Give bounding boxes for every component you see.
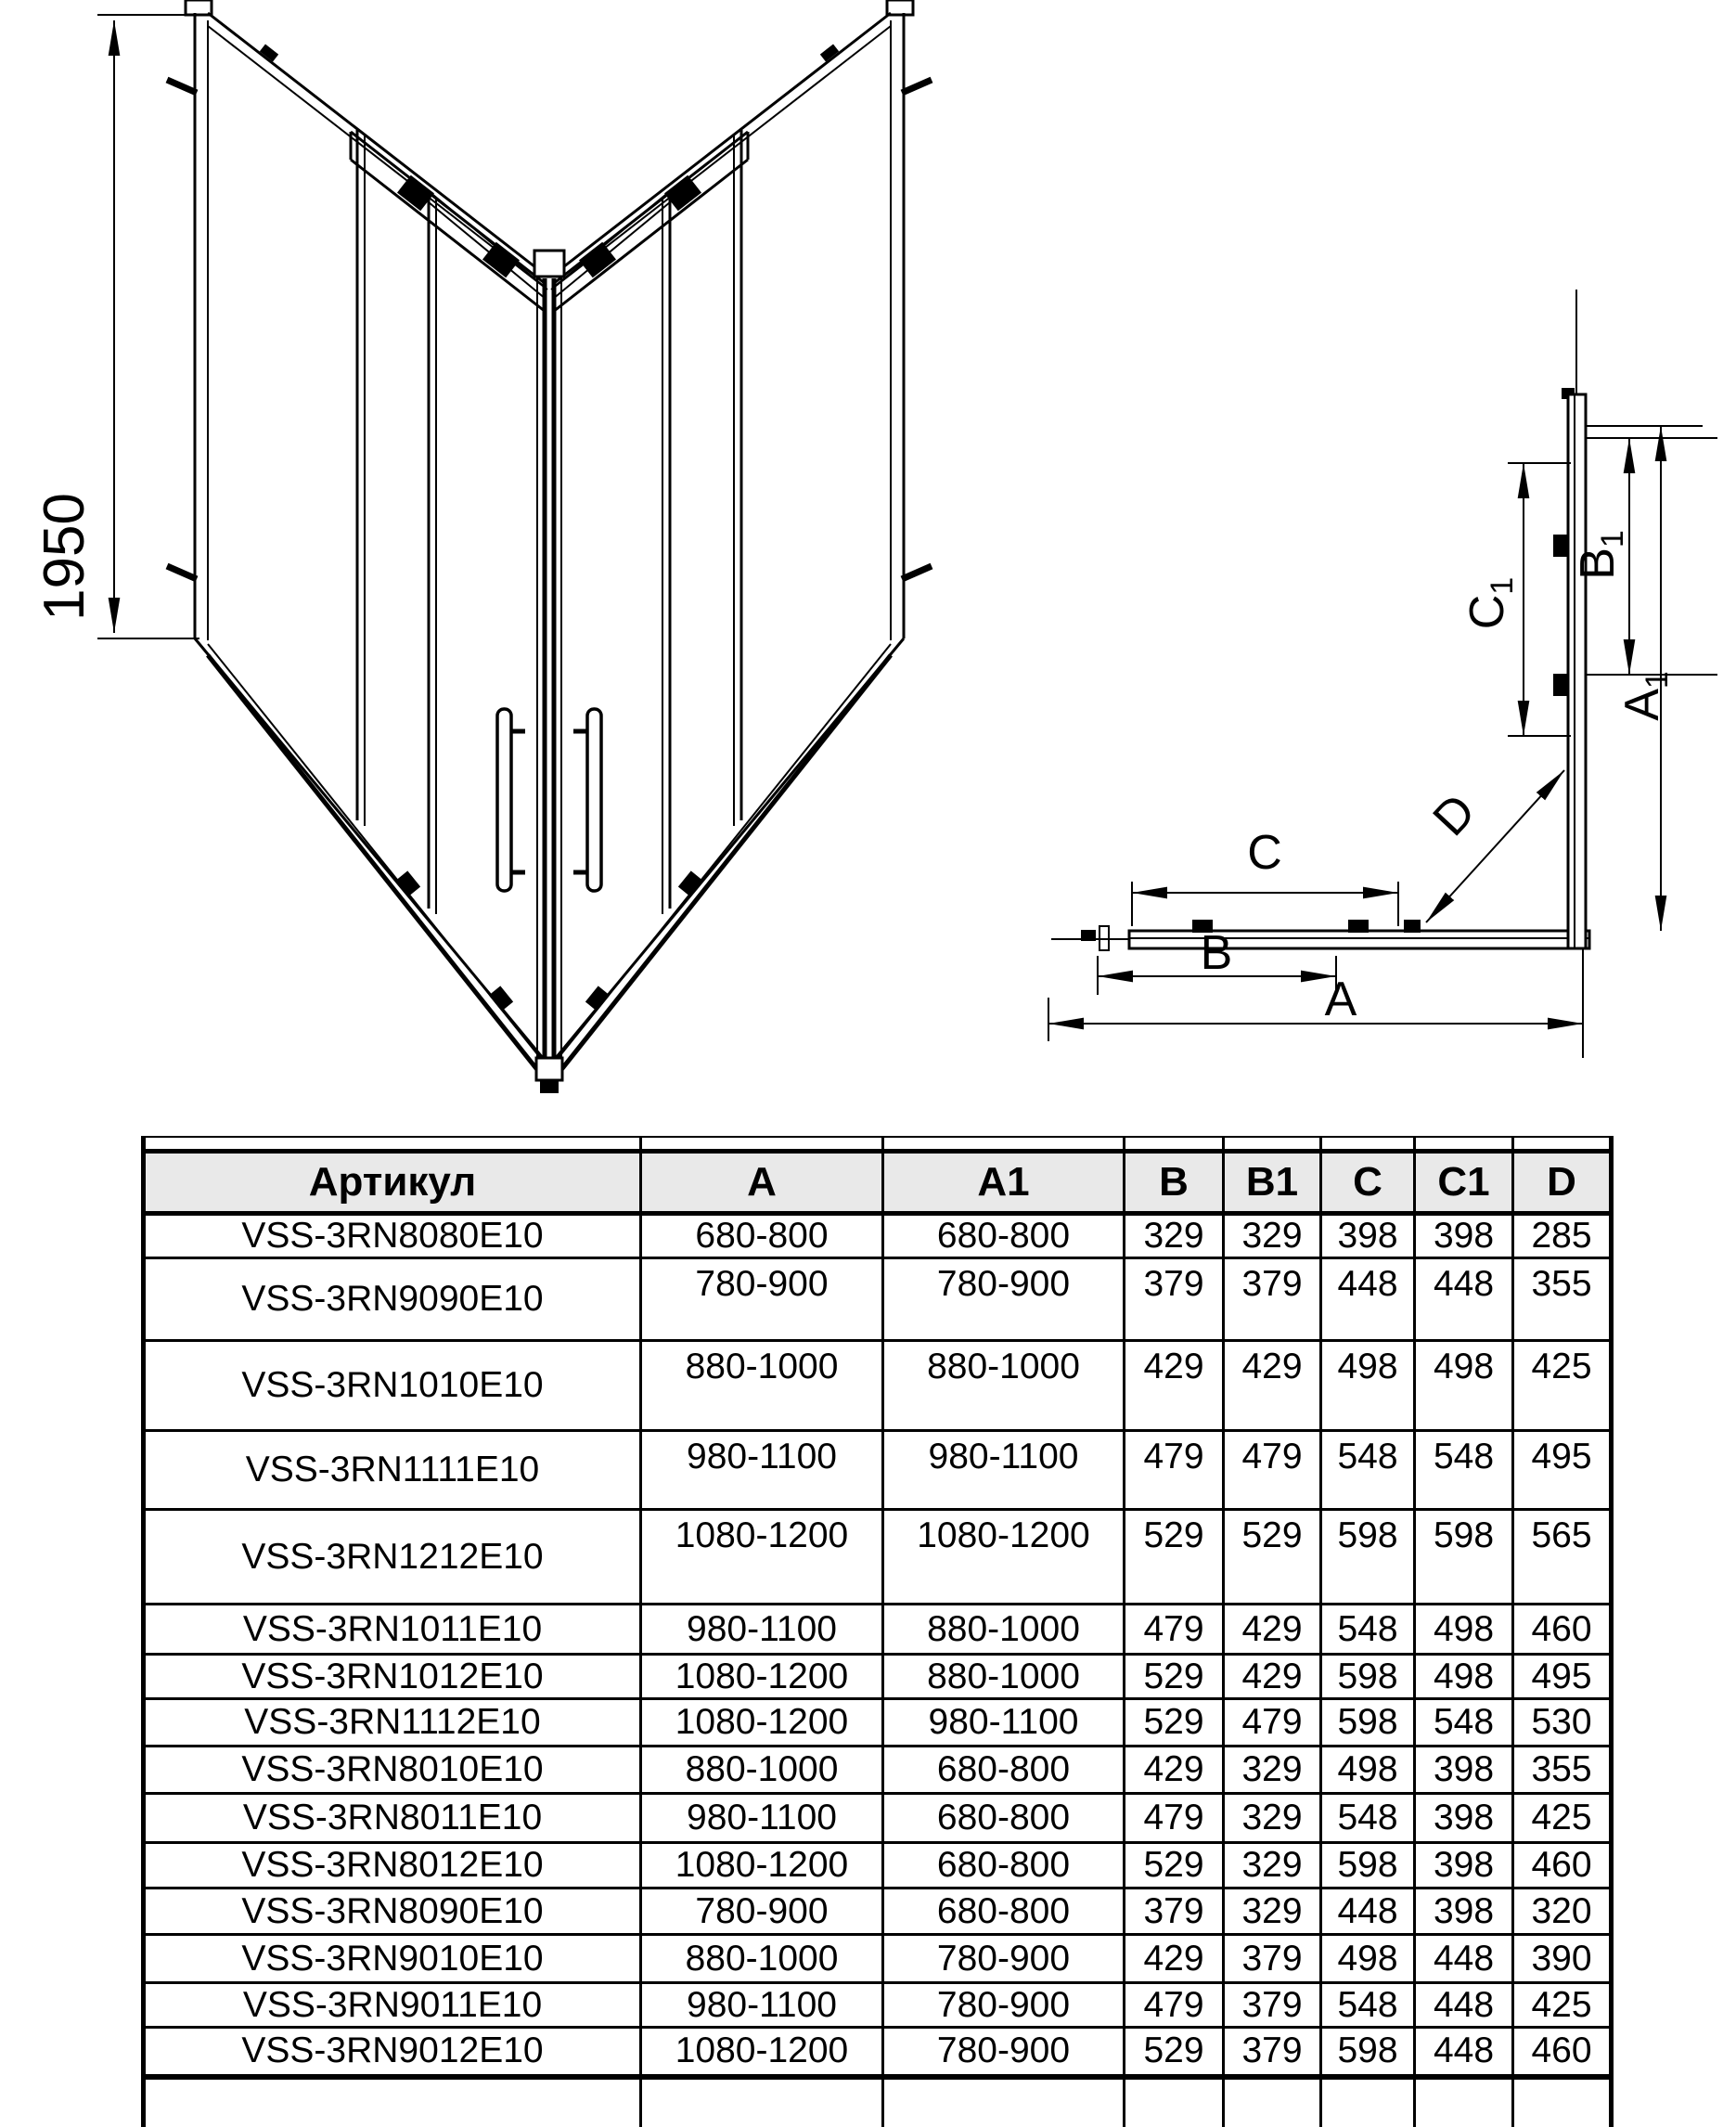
value-cell-b: 479 [1125, 1983, 1224, 2028]
value-cell-c: 398 [1321, 1214, 1415, 1258]
front-view-drawing [0, 0, 965, 1141]
value-cell-b1: 329 [1224, 1889, 1321, 1935]
top-strip-cell [1321, 1137, 1415, 1152]
value-cell-c1: 398 [1415, 1843, 1513, 1889]
table-row [144, 1605, 1612, 1655]
value-cell-c1: 498 [1415, 1655, 1513, 1699]
value-cell-d: 460 [1513, 1843, 1612, 1889]
article-cell: VSS-3RN1010E10 [144, 1341, 641, 1431]
value-cell-a1: 780-900 [883, 2028, 1125, 2077]
right-wall-profile [887, 0, 932, 640]
value-cell-b1: 379 [1224, 1983, 1321, 2028]
table-row [144, 2028, 1612, 2077]
value-cell-c1: 598 [1415, 1510, 1513, 1605]
value-cell-c1: 398 [1415, 1889, 1513, 1935]
article-cell: VSS-3RN8011E10 [144, 1794, 641, 1843]
value-cell-a: 880-1000 [641, 1747, 883, 1794]
value-cell-c: 548 [1321, 1983, 1415, 2028]
value-cell-a1: 880-1000 [883, 1655, 1125, 1699]
value-cell-d: 460 [1513, 1605, 1612, 1655]
top-strip-cell [144, 1137, 641, 1152]
value-cell-c1: 498 [1415, 1341, 1513, 1431]
value-cell-c: 548 [1321, 1431, 1415, 1510]
value-cell-a: 780-900 [641, 1258, 883, 1341]
value-cell-c1: 498 [1415, 1605, 1513, 1655]
value-cell-c: 548 [1321, 1794, 1415, 1843]
dim-c [1132, 826, 1398, 926]
value-cell-c1: 448 [1415, 2028, 1513, 2077]
empty-cell [883, 2077, 1125, 2127]
value-cell-a1: 980-1100 [883, 1699, 1125, 1747]
value-cell-a1: 680-800 [883, 1747, 1125, 1794]
value-cell-a: 880-1000 [641, 1341, 883, 1431]
dim-a-label: A [1324, 973, 1357, 1026]
value-cell-b: 429 [1125, 1747, 1224, 1794]
value-cell-b1: 479 [1224, 1431, 1321, 1510]
value-cell-a: 980-1100 [641, 1431, 883, 1510]
value-cell-b: 429 [1125, 1341, 1224, 1431]
value-cell-d: 425 [1513, 1341, 1612, 1431]
empty-cell [144, 2077, 641, 2127]
article-cell: VSS-3RN8090E10 [144, 1889, 641, 1935]
top-strip-cell [1513, 1137, 1612, 1152]
value-cell-d: 565 [1513, 1510, 1612, 1605]
value-cell-c: 448 [1321, 1889, 1415, 1935]
value-cell-b: 479 [1125, 1794, 1224, 1843]
table-row [144, 1699, 1612, 1747]
value-cell-b1: 329 [1224, 1747, 1321, 1794]
value-cell-c: 548 [1321, 1605, 1415, 1655]
top-strip-cell [1224, 1137, 1321, 1152]
value-cell-b1: 379 [1224, 2028, 1321, 2077]
value-cell-a: 980-1100 [641, 1605, 883, 1655]
header-b1: B1 [1224, 1152, 1321, 1214]
door-handle-left [497, 709, 525, 891]
value-cell-a1: 880-1000 [883, 1605, 1125, 1655]
value-cell-d: 425 [1513, 1794, 1612, 1843]
value-cell-a: 980-1100 [641, 1983, 883, 2028]
value-cell-a: 1080-1200 [641, 1655, 883, 1699]
value-cell-b: 479 [1125, 1605, 1224, 1655]
table-row [144, 1431, 1612, 1510]
value-cell-d: 320 [1513, 1889, 1612, 1935]
dim-a1-label: A1 [1615, 671, 1675, 721]
height-dimension [32, 15, 199, 638]
left-wall-profile [167, 0, 212, 640]
value-cell-c1: 548 [1415, 1431, 1513, 1510]
table-row [144, 1889, 1612, 1935]
table-row [144, 1983, 1612, 2028]
value-cell-d: 355 [1513, 1258, 1612, 1341]
dim-b1-label: B1 [1571, 530, 1630, 580]
article-cell: VSS-3RN9012E10 [144, 2028, 641, 2077]
value-cell-d: 495 [1513, 1655, 1612, 1699]
value-cell-a: 1080-1200 [641, 2028, 883, 2077]
value-cell-a1: 680-800 [883, 1843, 1125, 1889]
article-cell: VSS-3RN8080E10 [144, 1214, 641, 1258]
value-cell-a: 1080-1200 [641, 1510, 883, 1605]
value-cell-a: 980-1100 [641, 1794, 883, 1843]
table-row-partial [144, 2077, 1612, 2127]
dim-d [1423, 770, 1564, 922]
header-c1: C1 [1415, 1152, 1513, 1214]
fixed-panel-left-edge [357, 130, 365, 826]
header-article: Артикул [144, 1152, 641, 1214]
top-strip-cell [1415, 1137, 1513, 1152]
value-cell-a: 880-1000 [641, 1935, 883, 1983]
door-top-edges [429, 191, 670, 299]
value-cell-a1: 780-900 [883, 1983, 1125, 2028]
spec-table [141, 1136, 1614, 2127]
value-cell-b1: 379 [1224, 1935, 1321, 1983]
fixed-panel-right-edge [734, 130, 741, 826]
empty-cell [1125, 2077, 1224, 2127]
dim-a1 [1586, 426, 1703, 931]
empty-cell [1415, 2077, 1513, 2127]
value-cell-a1: 780-900 [883, 1258, 1125, 1341]
table-row [144, 1935, 1612, 1983]
value-cell-c1: 448 [1415, 1258, 1513, 1341]
article-cell: VSS-3RN1011E10 [144, 1605, 641, 1655]
value-cell-c: 598 [1321, 1699, 1415, 1747]
door-handle-right [573, 709, 601, 891]
value-cell-a: 1080-1200 [641, 1699, 883, 1747]
value-cell-c: 498 [1321, 1747, 1415, 1794]
dim-b-label: B [1200, 926, 1233, 980]
dim-c-label: C [1247, 826, 1282, 880]
value-cell-b1: 329 [1224, 1214, 1321, 1258]
value-cell-a: 680-800 [641, 1214, 883, 1258]
empty-cell [1224, 2077, 1321, 2127]
top-strip-cell [883, 1137, 1125, 1152]
value-cell-a: 780-900 [641, 1889, 883, 1935]
dim-c1-label: C1 [1460, 576, 1520, 630]
value-cell-c1: 398 [1415, 1747, 1513, 1794]
value-cell-a1: 680-800 [883, 1214, 1125, 1258]
article-cell: VSS-3RN1111E10 [144, 1431, 641, 1510]
value-cell-c: 448 [1321, 1258, 1415, 1341]
value-cell-c1: 448 [1415, 1935, 1513, 1983]
header-b: B [1125, 1152, 1224, 1214]
table-row [144, 1843, 1612, 1889]
value-cell-b: 379 [1125, 1889, 1224, 1935]
value-cell-d: 460 [1513, 2028, 1612, 2077]
value-cell-c: 598 [1321, 2028, 1415, 2077]
value-cell-c: 598 [1321, 1510, 1415, 1605]
dim-a [1048, 948, 1583, 1058]
value-cell-b: 529 [1125, 1843, 1224, 1889]
article-cell: VSS-3RN1112E10 [144, 1699, 641, 1747]
value-cell-b1: 329 [1224, 1843, 1321, 1889]
value-cell-b1: 329 [1224, 1794, 1321, 1843]
article-cell: VSS-3RN9010E10 [144, 1935, 641, 1983]
table-row [144, 1747, 1612, 1794]
table-row [144, 1794, 1612, 1843]
value-cell-b1: 429 [1224, 1341, 1321, 1431]
value-cell-a1: 680-800 [883, 1794, 1125, 1843]
article-cell: VSS-3RN9090E10 [144, 1258, 641, 1341]
sliding-door-right-edge [662, 191, 670, 914]
value-cell-a1: 880-1000 [883, 1341, 1125, 1431]
value-cell-b: 479 [1125, 1431, 1224, 1510]
top-strip-cell [641, 1137, 883, 1152]
table-row [144, 1655, 1612, 1699]
value-cell-a1: 1080-1200 [883, 1510, 1125, 1605]
value-cell-d: 390 [1513, 1935, 1612, 1983]
table-head [144, 1137, 1612, 1214]
article-cell: VSS-3RN8012E10 [144, 1843, 641, 1889]
value-cell-b: 529 [1125, 2028, 1224, 2077]
article-cell: VSS-3RN1212E10 [144, 1510, 641, 1605]
table-row [144, 1341, 1612, 1431]
header-a1: A1 [883, 1152, 1125, 1214]
article-cell: VSS-3RN8010E10 [144, 1747, 641, 1794]
value-cell-b: 379 [1125, 1258, 1224, 1341]
value-cell-b1: 479 [1224, 1699, 1321, 1747]
value-cell-b1: 429 [1224, 1605, 1321, 1655]
article-cell: VSS-3RN1012E10 [144, 1655, 641, 1699]
value-cell-a: 1080-1200 [641, 1843, 883, 1889]
empty-cell [641, 2077, 883, 2127]
top-strip-cell [1125, 1137, 1224, 1152]
value-cell-d: 285 [1513, 1214, 1612, 1258]
value-cell-c1: 398 [1415, 1214, 1513, 1258]
value-cell-c1: 548 [1415, 1699, 1513, 1747]
sliding-door-left-edge [429, 191, 436, 914]
value-cell-d: 355 [1513, 1747, 1612, 1794]
center-corner-post [534, 251, 564, 1093]
table-row [144, 1510, 1612, 1605]
plan-view-drawing [970, 278, 1736, 1076]
value-cell-d: 495 [1513, 1431, 1612, 1510]
value-cell-c: 498 [1321, 1935, 1415, 1983]
value-cell-b: 429 [1125, 1935, 1224, 1983]
table-body [144, 1214, 1612, 2127]
plan-vertical-track [1553, 290, 1586, 948]
empty-cell [1321, 2077, 1415, 2127]
value-cell-b1: 529 [1224, 1510, 1321, 1605]
value-cell-c: 598 [1321, 1655, 1415, 1699]
value-cell-b1: 379 [1224, 1258, 1321, 1341]
value-cell-d: 425 [1513, 1983, 1612, 2028]
table-header-row [144, 1152, 1612, 1214]
dim-b1 [1571, 438, 1717, 675]
value-cell-a1: 680-800 [883, 1889, 1125, 1935]
value-cell-c1: 398 [1415, 1794, 1513, 1843]
value-cell-a1: 780-900 [883, 1935, 1125, 1983]
height-dimension-label: 1950 [32, 493, 96, 621]
dim-d-label: D [1422, 783, 1486, 846]
header-c: C [1321, 1152, 1415, 1214]
value-cell-c: 598 [1321, 1843, 1415, 1889]
empty-cell [1513, 2077, 1612, 2127]
table-row [144, 1214, 1612, 1258]
value-cell-b: 529 [1125, 1510, 1224, 1605]
value-cell-b: 529 [1125, 1699, 1224, 1747]
header-a: A [641, 1152, 883, 1214]
value-cell-a1: 980-1100 [883, 1431, 1125, 1510]
value-cell-d: 530 [1513, 1699, 1612, 1747]
article-cell: VSS-3RN9011E10 [144, 1983, 641, 2028]
value-cell-b: 329 [1125, 1214, 1224, 1258]
value-cell-c1: 448 [1415, 1983, 1513, 2028]
table-top-strip [144, 1137, 1612, 1152]
value-cell-b1: 429 [1224, 1655, 1321, 1699]
header-d: D [1513, 1152, 1612, 1214]
value-cell-b: 529 [1125, 1655, 1224, 1699]
table-row [144, 1258, 1612, 1341]
value-cell-c: 498 [1321, 1341, 1415, 1431]
